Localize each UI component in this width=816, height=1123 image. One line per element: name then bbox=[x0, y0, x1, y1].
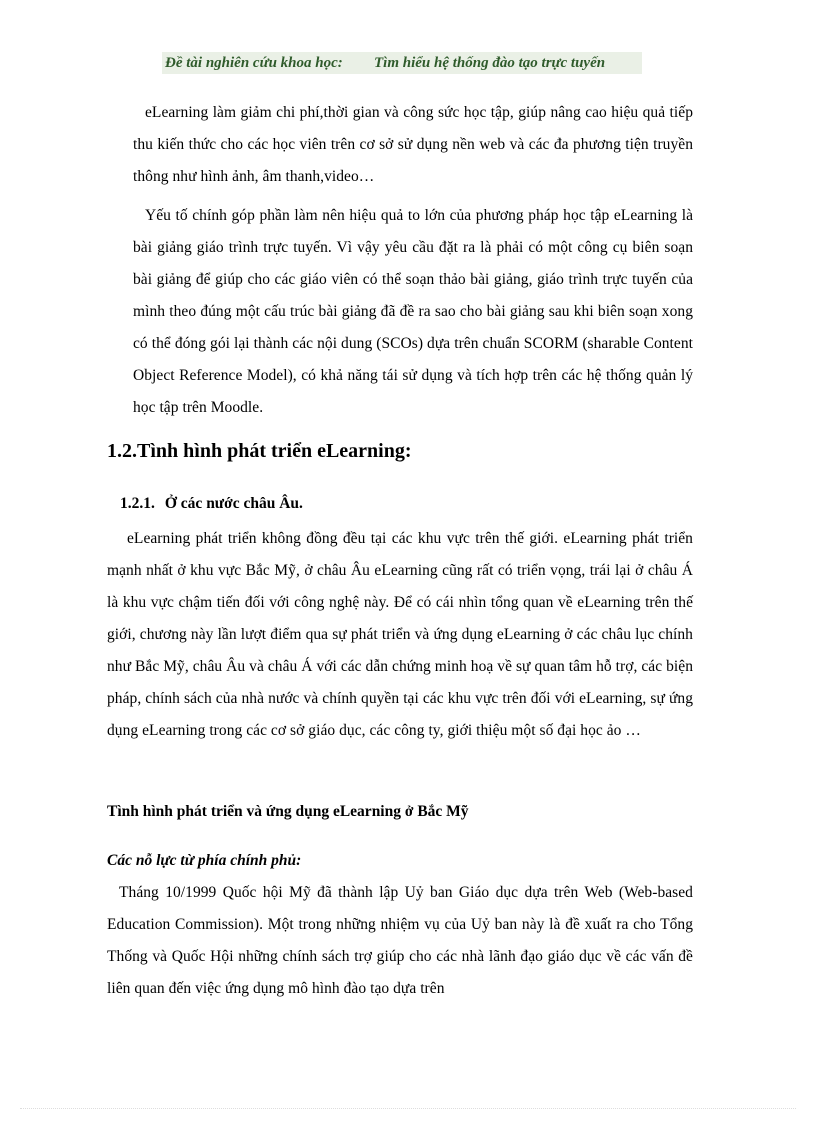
page-bottom-divider bbox=[20, 1108, 796, 1109]
paragraph-global-development: eLearning phát triển không đồng đều tại các khu vực trên thế giới. eLearning phát triển mạnh nhất ở khu vực Bắc Mỹ, ở châu Âu eLearning cũng rất có triển vọng, trái lại ở châu Á là khu vực chậm tiến đối với công nghệ này. Để có cái nhìn tổng quan về eLearning trên thế giới, chương này lần lượt điểm qua sự phát triển và ứng dụng eLearning ở các châu lục chính như Bắc Mỹ, châu Âu và châu Á với các dẫn chứng minh hoạ về sự quan tâm hỗ trợ, các biện pháp, chính sách của nhà nước và chính quyền tại các khu vực trên đối với eLearning, sự ứng dụng eLearning trong các cơ sở giáo dục, các công ty, giới thiệu một số đại học ảo … bbox=[107, 530, 693, 739]
topic-heading: Tình hình phát triển và ứng dụng eLearning ở Bắc Mỹ bbox=[107, 803, 469, 820]
header-label: Đề tài nghiên cứu khoa học: bbox=[165, 55, 343, 71]
header-title: Tìm hiểu hệ thống đào tạo trực tuyến bbox=[374, 55, 606, 71]
section-heading: 1.2.Tình hình phát triển eLearning: bbox=[107, 440, 412, 462]
paragraph-elearning-benefits: eLearning làm giảm chi phí,thời gian và công sức học tập, giúp nâng cao hiệu quả tiếp thu kiến thức cho các học viên trên cơ sở sử dụng nền web và các đa phương tiện truyền thông như hình ảnh, âm thanh,video… bbox=[133, 104, 693, 185]
page-header bbox=[162, 52, 642, 74]
italic-subheading: Các nỗ lực từ phía chính phủ: bbox=[107, 852, 302, 869]
subsection-number: 1.2.1. bbox=[120, 495, 155, 512]
subsection-heading bbox=[120, 491, 303, 517]
paragraph-online-lectures: Yếu tố chính góp phần làm nên hiệu quả to lớn của phương pháp học tập eLearning là bài giảng giáo trình trực tuyến. Vì vậy yêu cầu đặt ra là phải có một công cụ biên soạn bài giảng để giúp cho các giáo viên có thể soạn thảo bài giảng, giáo trình trực tuyến của mình theo đúng một cấu trúc bài giảng đã đề ra sao cho bài giảng sau khi biên soạn xong có thể đóng gói lại thành các nội dung (SCOs) dựa trên chuẩn SCORM (sharable Content Object Reference Model), có khả năng tái sử dụng và tích hợp trên các hệ thống quản lý học tập trên Moodle. bbox=[133, 207, 693, 416]
paragraph-us-congress: Tháng 10/1999 Quốc hội Mỹ đã thành lập Uỷ ban Giáo dục dựa trên Web (Web-based Education Commission). Một trong những nhiệm vụ của Uỷ ban này là đề xuất ra cho Tổng Thống và Quốc Hội những chính sách trợ giúp cho các nhà lãnh đạo giáo dục về các vấn đề liên quan đến việc ứng dụng mô hình đào tạo dựa trên bbox=[107, 884, 693, 997]
subsection-title: Ở các nước châu Âu. bbox=[164, 495, 303, 512]
